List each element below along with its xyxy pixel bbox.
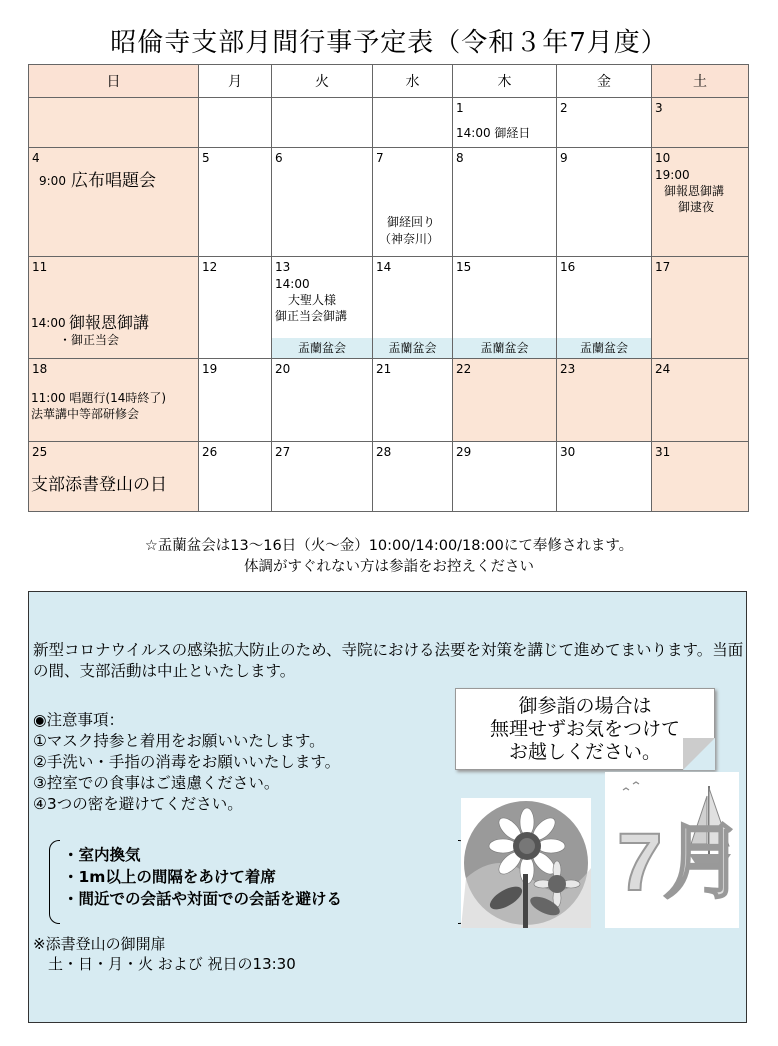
- day-cell-17: [652, 256, 749, 358]
- urabon-band: 盂蘭盆会: [453, 338, 556, 358]
- day-cell-empty: [373, 98, 453, 148]
- day-number: 19: [202, 362, 218, 377]
- day-cell-10: [652, 148, 749, 256]
- sunflower-illustration: [461, 798, 591, 928]
- visit-callout: [455, 688, 715, 770]
- week-row-1: [29, 98, 749, 148]
- event-d4-name: 広布唱題会: [71, 171, 156, 192]
- caution-title: ◉注意事項：: [33, 711, 125, 729]
- weekday-header-row: [29, 65, 749, 98]
- day-cell-25: [29, 441, 199, 511]
- event-d10-line1: 御報恩御講: [664, 184, 725, 199]
- day-number: 30: [560, 444, 576, 459]
- event-d11-name: 御報恩御講: [69, 312, 150, 332]
- event-d7-line2: （神奈川）: [379, 232, 440, 247]
- weekday-sat: 土: [652, 65, 749, 98]
- day-cell-29: [453, 441, 557, 511]
- event-d13-line1: 大聖人様: [288, 292, 337, 307]
- day-cell-5: [199, 148, 272, 256]
- day-cell-8: [453, 148, 557, 256]
- day-cell-2: [557, 98, 652, 148]
- day-number: 7: [376, 151, 384, 166]
- gokaihi-days: 土・日・月・火 および 祝日の13:30: [33, 955, 296, 973]
- day-number: 11: [32, 259, 48, 274]
- caution-item: ②手洗い・手指の消毒をお願いいたします。: [33, 753, 341, 771]
- day-cell-4: [29, 148, 199, 256]
- day-cell-16: [557, 256, 652, 358]
- day-cell-19: [199, 359, 272, 441]
- event-d13-line2: 御正当会御講: [275, 308, 348, 323]
- day-cell-9: [557, 148, 652, 256]
- day-cell-28: [373, 441, 453, 511]
- day-number: 21: [376, 362, 392, 377]
- day-cell-18: [29, 359, 199, 441]
- day-cell-21: [373, 359, 453, 441]
- day-cell-31: [652, 441, 749, 511]
- urabon-band: 盂蘭盆会: [557, 338, 651, 358]
- day-cell-3: [652, 98, 749, 148]
- week-row-2: [29, 148, 749, 256]
- day-number: 18: [32, 362, 48, 377]
- day-number: 9: [560, 151, 568, 166]
- weekday-mon: 月: [199, 65, 272, 98]
- three-c-item: ・1m以上の間隔をあけて着席: [63, 868, 276, 886]
- week-row-3: [29, 256, 749, 358]
- day-cell-13: [272, 256, 373, 358]
- urabon-note: ☆盂蘭盆会は13～16日（火～金）10:00/14:00/18:00にて奉修されます。: [144, 538, 634, 554]
- day-cell-27: [272, 441, 373, 511]
- health-note: 体調がすぐれない方は参詣をお控えください: [244, 559, 534, 575]
- covid-paragraph: 新型コロナウイルスの感染拡大防止のため、寺院における法要を対策を講じて進めてまいります。当面の間、支部活動は中止といたします。: [33, 641, 744, 680]
- day-cell-6: [272, 148, 373, 256]
- event-d25-name: 支部添書登山の日: [31, 474, 167, 495]
- event-d11-time: 14:00: [31, 315, 66, 330]
- day-number: 6: [275, 151, 283, 166]
- caution-item: ③控室での食事はご遠慮ください。: [33, 774, 280, 792]
- day-number: 15: [456, 259, 472, 274]
- day-number: 2: [560, 101, 568, 116]
- day-number: 28: [376, 444, 392, 459]
- day-number: 20: [275, 362, 291, 377]
- day-number: 23: [560, 362, 576, 377]
- urabon-band: 盂蘭盆会: [272, 338, 372, 358]
- day-cell-30: [557, 441, 652, 511]
- sunflower-image: [461, 798, 591, 928]
- day-number: 12: [202, 259, 218, 274]
- info-box: [28, 591, 747, 1023]
- day-number: 4: [32, 151, 40, 166]
- day-number: 22: [456, 362, 472, 377]
- event-d11-sub: ・御正当会: [59, 332, 120, 347]
- day-cell-empty: [199, 98, 272, 148]
- day-cell-24: [652, 359, 749, 441]
- day-cell-20: [272, 359, 373, 441]
- caution-item: ①マスク持参と着用をお願いいたします。: [33, 732, 325, 750]
- weekday-sun: 日: [29, 65, 199, 98]
- july-illustration: [605, 772, 739, 928]
- day-number: 1: [456, 101, 464, 116]
- july-glyph: 7月: [617, 817, 739, 908]
- event-d1: 14:00 御経日: [456, 126, 531, 141]
- gokaihi-title: ※添書登山の御開扉: [33, 935, 166, 953]
- event-d18-line1: 11:00 唱題行(14時終了): [31, 391, 167, 406]
- callout-line: 御参詣の場合は: [518, 695, 652, 717]
- event-d7-line1: 御経回り: [387, 215, 436, 230]
- day-number: 13: [275, 259, 291, 274]
- caution-item: ④3つの密を避けてください。: [33, 795, 243, 813]
- day-number: 14: [376, 259, 392, 274]
- day-number: 31: [655, 444, 671, 459]
- weekday-fri: 金: [557, 65, 652, 98]
- day-cell-empty: [272, 98, 373, 148]
- bracket-left: [49, 840, 60, 924]
- day-cell-1: [453, 98, 557, 148]
- caution-list: [33, 710, 340, 815]
- day-number: 17: [655, 259, 671, 274]
- day-cell-26: [199, 441, 272, 511]
- day-number: 16: [560, 259, 576, 274]
- page-title: 昭倫寺支部月間行事予定表（令和３年7月度）: [110, 28, 668, 58]
- three-c-bracket: [49, 840, 469, 924]
- event-d13-time: 14:00: [275, 276, 310, 291]
- day-number: 29: [456, 444, 472, 459]
- day-number: 8: [456, 151, 464, 166]
- day-number: 5: [202, 151, 210, 166]
- day-cell-15: [453, 256, 557, 358]
- day-cell-11: [29, 256, 199, 358]
- page-curl: [683, 738, 715, 770]
- july-image: [605, 772, 739, 928]
- week-row-5: [29, 441, 749, 511]
- day-cell-7: [373, 148, 453, 256]
- three-c-item: ・室内換気: [63, 846, 141, 864]
- day-cell-empty: [29, 98, 199, 148]
- weekday-thu: 木: [453, 65, 557, 98]
- callout-line: お越しください。: [508, 741, 661, 763]
- week-row-4: [29, 359, 749, 441]
- gokaihi-note: [33, 934, 296, 974]
- three-c-item: ・間近での会話や対面での会話を避ける: [63, 890, 343, 908]
- day-cell-23: [557, 359, 652, 441]
- callout-line: 無理せずお気をつけて: [489, 718, 680, 740]
- event-d10-line2: 御逮夜: [678, 200, 715, 215]
- day-number: 3: [655, 101, 663, 116]
- day-cell-12: [199, 256, 272, 358]
- day-cell-14: [373, 256, 453, 358]
- event-d18-line2: 法華講中等部研修会: [31, 407, 140, 422]
- three-c-list: [63, 844, 342, 910]
- event-d10-time: 19:00: [655, 168, 690, 183]
- event-d4-time: 9:00: [39, 174, 66, 189]
- day-number: 27: [275, 444, 291, 459]
- day-cell-22: [453, 359, 557, 441]
- day-number: 10: [655, 151, 671, 166]
- day-number: 25: [32, 444, 48, 459]
- weekday-wed: 水: [373, 65, 453, 98]
- calendar-table: [28, 64, 749, 512]
- callout-text: [456, 695, 714, 764]
- day-number: 24: [655, 362, 671, 377]
- day-number: 26: [202, 444, 218, 459]
- urabon-band: 盂蘭盆会: [373, 338, 452, 358]
- weekday-tue: 火: [272, 65, 373, 98]
